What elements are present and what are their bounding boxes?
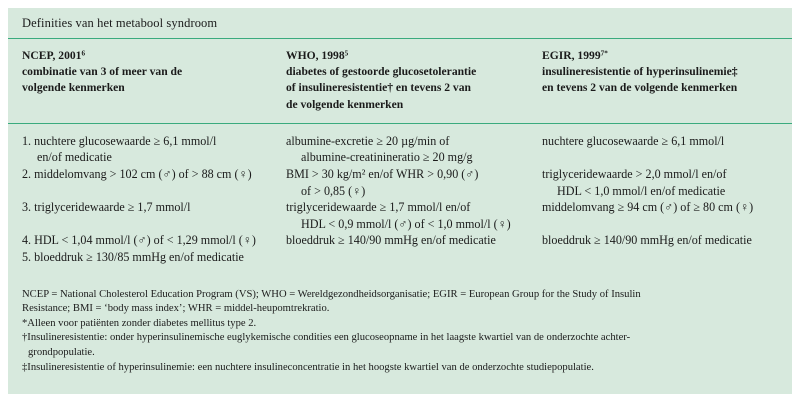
ncep-header-block (22, 48, 272, 97)
egir-header-block (542, 48, 782, 97)
footnote-line: NCEP = National Cholesterol Education Program (VS); WHO = Wereldgezondheidsorganisatie; EGIR = European Group for the Study of Insulin (22, 288, 641, 300)
criteria-line: nuchtere glucosewaarde ≥ 6,1 mmol/l (542, 133, 725, 148)
who-header-block (286, 48, 522, 113)
ncep-criteria-list (22, 133, 272, 266)
footnote-line: Resistance; BMI = ‘body mass index’; WHR = middel-heupomtrekratio. (22, 303, 330, 315)
criteria-line: 3. triglyceridewaarde ≥ 1,7 mmol/l (22, 200, 191, 215)
who-header-line-1: diabetes of gestoorde glucosetolerantie (286, 65, 477, 79)
criteria-column-egir (530, 133, 792, 266)
egir-criteria-list (542, 133, 782, 249)
page-title: Definities van het metabool syndroom (22, 15, 218, 30)
egir-header-superscript: 7* (600, 49, 608, 58)
ncep-header-line-1: combinatie van 3 of meer van de (22, 65, 183, 79)
footnote-line: †Insulineresistentie: onder hyperinsulinemische euglykemische condities een glucoseopname in het laagste kwartiel van de onderzochte achter- (22, 332, 631, 344)
who-header-line-2: of insulineresistentie† en tevens 2 van (286, 81, 471, 95)
who-header-line-0 (286, 48, 522, 64)
column-header-who (280, 48, 530, 113)
criteria-line: en/of medicatie (37, 150, 112, 165)
criteria-spacer (22, 216, 272, 233)
egir-header-line-2: en tevens 2 van de volgende kenmerken (542, 81, 738, 95)
ncep-header-line-0 (22, 48, 272, 64)
criteria-line: 1. nuchtere glucosewaarde ≥ 6,1 mmol/l (22, 133, 217, 148)
table-title-bar (8, 8, 792, 38)
criteria-line: albumine-excretie ≥ 20 µg/min of (286, 133, 450, 148)
footnote-line: grondpopulatie. (28, 346, 95, 358)
footnote-line: ‡Insulineresistentie of hyperinsulinemie: een nuchtere insulineconcentratie in het hoogste kwartiel van de onderzochte studiepopulatie. (22, 361, 594, 373)
criteria-line: of > 0,85 (♀) (301, 183, 366, 198)
egir-header-line-1: insulineresistentie of hyperinsulinemie‡ (542, 65, 738, 79)
criteria-spacer (542, 216, 782, 233)
footnote-line: *Alleen voor patiënten zonder diabetes mellitus type 2. (22, 317, 257, 329)
egir-header-line-0 (542, 48, 782, 64)
criteria-line: HDL < 0,9 mmol/l (♂) of < 1,0 mmol/l (♀) (301, 216, 511, 231)
who-header-line-3: de volgende kenmerken (286, 97, 404, 111)
criteria-column-who (280, 133, 530, 266)
criteria-spacer (542, 149, 782, 166)
criteria-line: bloeddruk ≥ 140/90 mmHg en/of medicatie (542, 233, 752, 248)
table-panel (8, 8, 792, 394)
criteria-line: triglyceridewaarde > 2,0 mmol/l en/of (542, 167, 727, 181)
who-header-superscript: 5 (344, 49, 349, 58)
egir-header-title: EGIR, 1999 (542, 49, 601, 62)
criteria-line: HDL < 1,0 mmol/l en/of medicatie (557, 183, 726, 198)
column-header-ncep (8, 48, 280, 113)
criteria-line: 2. middelomvang > 102 cm (♂) of > 88 cm (♀) (22, 167, 252, 181)
criteria-line: albumine-creatinineratio ≥ 20 mg/g (301, 150, 473, 165)
column-header-egir (530, 48, 792, 113)
criteria-line: middelomvang ≥ 94 cm (♂) of ≥ 80 cm (♀) (542, 200, 754, 215)
ncep-header-title: NCEP, 2001 (22, 49, 82, 62)
criteria-line: bloeddruk ≥ 140/90 mmHg en/of medicatie (286, 233, 496, 248)
criteria-spacer (22, 183, 272, 200)
criteria-line: triglyceridewaarde ≥ 1,7 mmol/l en/of (286, 200, 471, 215)
criteria-row (8, 124, 792, 272)
criteria-line: 4. HDL < 1,04 mmol/l (♂) of < 1,29 mmol/l (♀) (22, 233, 256, 248)
criteria-column-ncep (8, 133, 280, 266)
criteria-line: 5. bloeddruk ≥ 130/85 mmHg en/of medicatie (22, 249, 244, 264)
footnotes-block (8, 272, 792, 376)
column-headers-row (8, 39, 792, 123)
who-criteria-list (286, 133, 522, 249)
ncep-header-superscript: 6 (81, 49, 86, 58)
criteria-line: BMI > 30 kg/m² en/of WHR > 0,90 (♂) (286, 167, 479, 181)
who-header-title: WHO, 1998 (286, 49, 345, 62)
ncep-header-line-2: volgende kenmerken (22, 81, 125, 95)
